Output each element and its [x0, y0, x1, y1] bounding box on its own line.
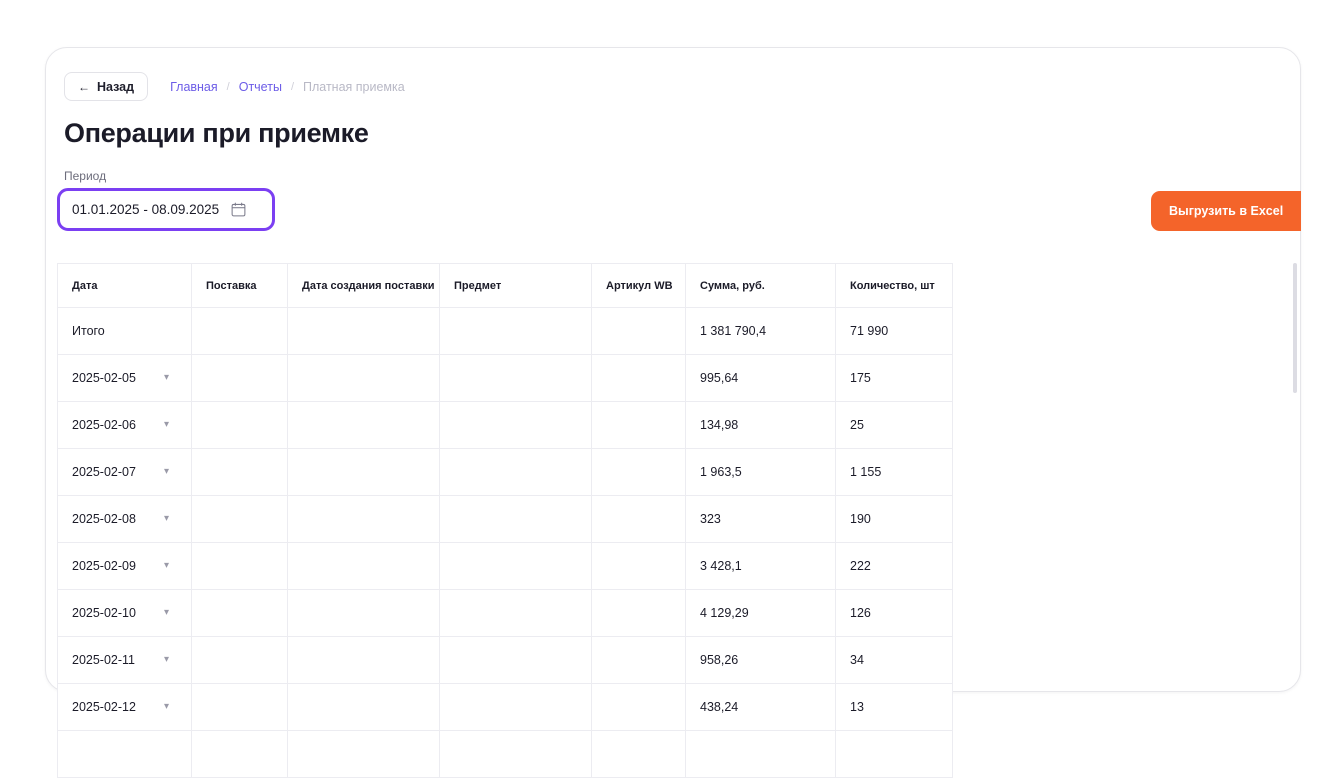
total-created [288, 308, 440, 355]
cell-article [592, 355, 686, 402]
cell-supply [192, 590, 288, 637]
breadcrumb-separator: / [226, 80, 230, 93]
cell-subject [440, 590, 592, 637]
table-row[interactable] [58, 355, 953, 402]
cell-supply [192, 402, 288, 449]
total-article [592, 308, 686, 355]
column-header-article-wb: Артикул WB [592, 264, 686, 308]
column-header-quantity: Количество, шт [836, 264, 953, 308]
chevron-down-icon[interactable]: ▾ [163, 466, 169, 477]
breadcrumb-separator: / [290, 80, 294, 93]
table-row[interactable] [58, 590, 953, 637]
cell-created [288, 449, 440, 496]
total-label: Итого [58, 308, 192, 355]
topbar [64, 72, 405, 101]
cell-subject [440, 449, 592, 496]
cell-date-label: 2025-02-12 [72, 700, 136, 714]
table-row[interactable] [58, 637, 953, 684]
cell-date[interactable] [58, 590, 192, 637]
total-sum: 1 381 790,4 [686, 308, 836, 355]
cell-subject [440, 731, 592, 778]
total-supply [192, 308, 288, 355]
chevron-down-icon[interactable]: ▾ [163, 372, 169, 383]
column-header-supply-created: Дата создания поставки [288, 264, 440, 308]
chevron-down-icon[interactable]: ▾ [163, 560, 169, 571]
table-row[interactable] [58, 684, 953, 731]
export-to-excel-button[interactable]: Выгрузить в Excel [1151, 191, 1301, 231]
cell-article [592, 590, 686, 637]
cell-supply [192, 684, 288, 731]
table-row[interactable] [58, 402, 953, 449]
cell-subject [440, 402, 592, 449]
app-content [46, 48, 1300, 714]
total-subject [440, 308, 592, 355]
cell-supply [192, 496, 288, 543]
cell-article [592, 543, 686, 590]
cell-date-label: 2025-02-09 [72, 559, 136, 573]
cell-date[interactable] [58, 543, 192, 590]
vertical-scrollbar[interactable] [1293, 263, 1297, 393]
table-row[interactable] [58, 496, 953, 543]
total-qty: 71 990 [836, 308, 953, 355]
report-table-clip [57, 263, 952, 714]
chevron-down-icon[interactable]: ▾ [163, 701, 169, 712]
column-header-sum: Сумма, руб. [686, 264, 836, 308]
cell-qty: 25 [836, 402, 953, 449]
cell-date-label: 2025-02-07 [72, 465, 136, 479]
cell-subject [440, 637, 592, 684]
table-row[interactable] [58, 731, 953, 778]
breadcrumb-item-reports[interactable]: Отчеты [238, 79, 282, 94]
cell-sum: 323 [686, 496, 836, 543]
cell-qty: 175 [836, 355, 953, 402]
chevron-down-icon[interactable]: ▾ [163, 607, 169, 618]
cell-created [288, 684, 440, 731]
cell-date[interactable] [58, 496, 192, 543]
cell-article [592, 637, 686, 684]
cell-sum: 438,24 [686, 684, 836, 731]
back-button-label: Назад [97, 79, 135, 94]
cell-article [592, 731, 686, 778]
table-row[interactable] [58, 449, 953, 496]
cell-sum: 3 428,1 [686, 543, 836, 590]
cell-date-label: 2025-02-05 [72, 371, 136, 385]
cell-created [288, 543, 440, 590]
cell-qty: 34 [836, 637, 953, 684]
cell-supply [192, 543, 288, 590]
period-input[interactable] [57, 188, 275, 231]
cell-subject [440, 543, 592, 590]
cell-subject [440, 355, 592, 402]
cell-date[interactable] [58, 449, 192, 496]
cell-supply [192, 355, 288, 402]
table-row-total [58, 308, 953, 355]
cell-sum: 958,26 [686, 637, 836, 684]
report-table-container [57, 263, 952, 714]
breadcrumb [170, 80, 405, 94]
cell-qty: 222 [836, 543, 953, 590]
cell-sum: 995,64 [686, 355, 836, 402]
arrow-left-icon: ← [78, 79, 90, 94]
cell-article [592, 684, 686, 731]
cell-qty: 190 [836, 496, 953, 543]
cell-date[interactable] [58, 731, 192, 778]
table-body [58, 308, 953, 778]
cell-date[interactable] [58, 637, 192, 684]
cell-supply [192, 449, 288, 496]
cell-date-label: 2025-02-10 [72, 606, 136, 620]
cell-created [288, 731, 440, 778]
cell-qty [836, 731, 953, 778]
period-label: Период [64, 169, 107, 183]
cell-date[interactable] [58, 402, 192, 449]
app-window [45, 47, 1301, 714]
cell-sum [686, 731, 836, 778]
back-button[interactable] [64, 72, 148, 101]
table-row[interactable] [58, 543, 953, 590]
cell-sum: 134,98 [686, 402, 836, 449]
table-header [58, 264, 953, 308]
report-table [57, 263, 953, 778]
cell-sum: 4 129,29 [686, 590, 836, 637]
cell-date-label: 2025-02-06 [72, 418, 136, 432]
cell-date[interactable] [58, 684, 192, 731]
page-title: Операции при приемке [64, 118, 369, 148]
column-header-supply: Поставка [192, 264, 288, 308]
table-header-row [58, 264, 953, 308]
chevron-down-icon[interactable]: ▾ [163, 654, 169, 665]
cell-subject [440, 684, 592, 731]
period-value: 01.01.2025 - 08.09.2025 [72, 202, 220, 217]
chevron-down-icon[interactable]: ▾ [163, 513, 169, 524]
column-header-date: Дата [58, 264, 192, 308]
cell-created [288, 402, 440, 449]
cell-supply [192, 637, 288, 684]
cell-created [288, 590, 440, 637]
column-header-subject: Предмет [440, 264, 592, 308]
cell-date-label: 2025-02-08 [72, 512, 136, 526]
chevron-down-icon[interactable]: ▾ [163, 419, 169, 430]
breadcrumb-item-current: Платная приемка [303, 79, 405, 94]
cell-sum: 1 963,5 [686, 449, 836, 496]
cell-supply [192, 731, 288, 778]
cell-created [288, 637, 440, 684]
breadcrumb-item-home[interactable]: Главная [170, 79, 218, 94]
cell-date-label: 2025-02-11 [72, 653, 136, 667]
cell-qty: 13 [836, 684, 953, 731]
cell-date[interactable] [58, 355, 192, 402]
calendar-icon[interactable] [231, 202, 246, 217]
cell-subject [440, 496, 592, 543]
cell-qty: 1 155 [836, 449, 953, 496]
cell-article [592, 496, 686, 543]
cell-created [288, 355, 440, 402]
cell-qty: 126 [836, 590, 953, 637]
cell-created [288, 496, 440, 543]
cell-article [592, 402, 686, 449]
cell-article [592, 449, 686, 496]
